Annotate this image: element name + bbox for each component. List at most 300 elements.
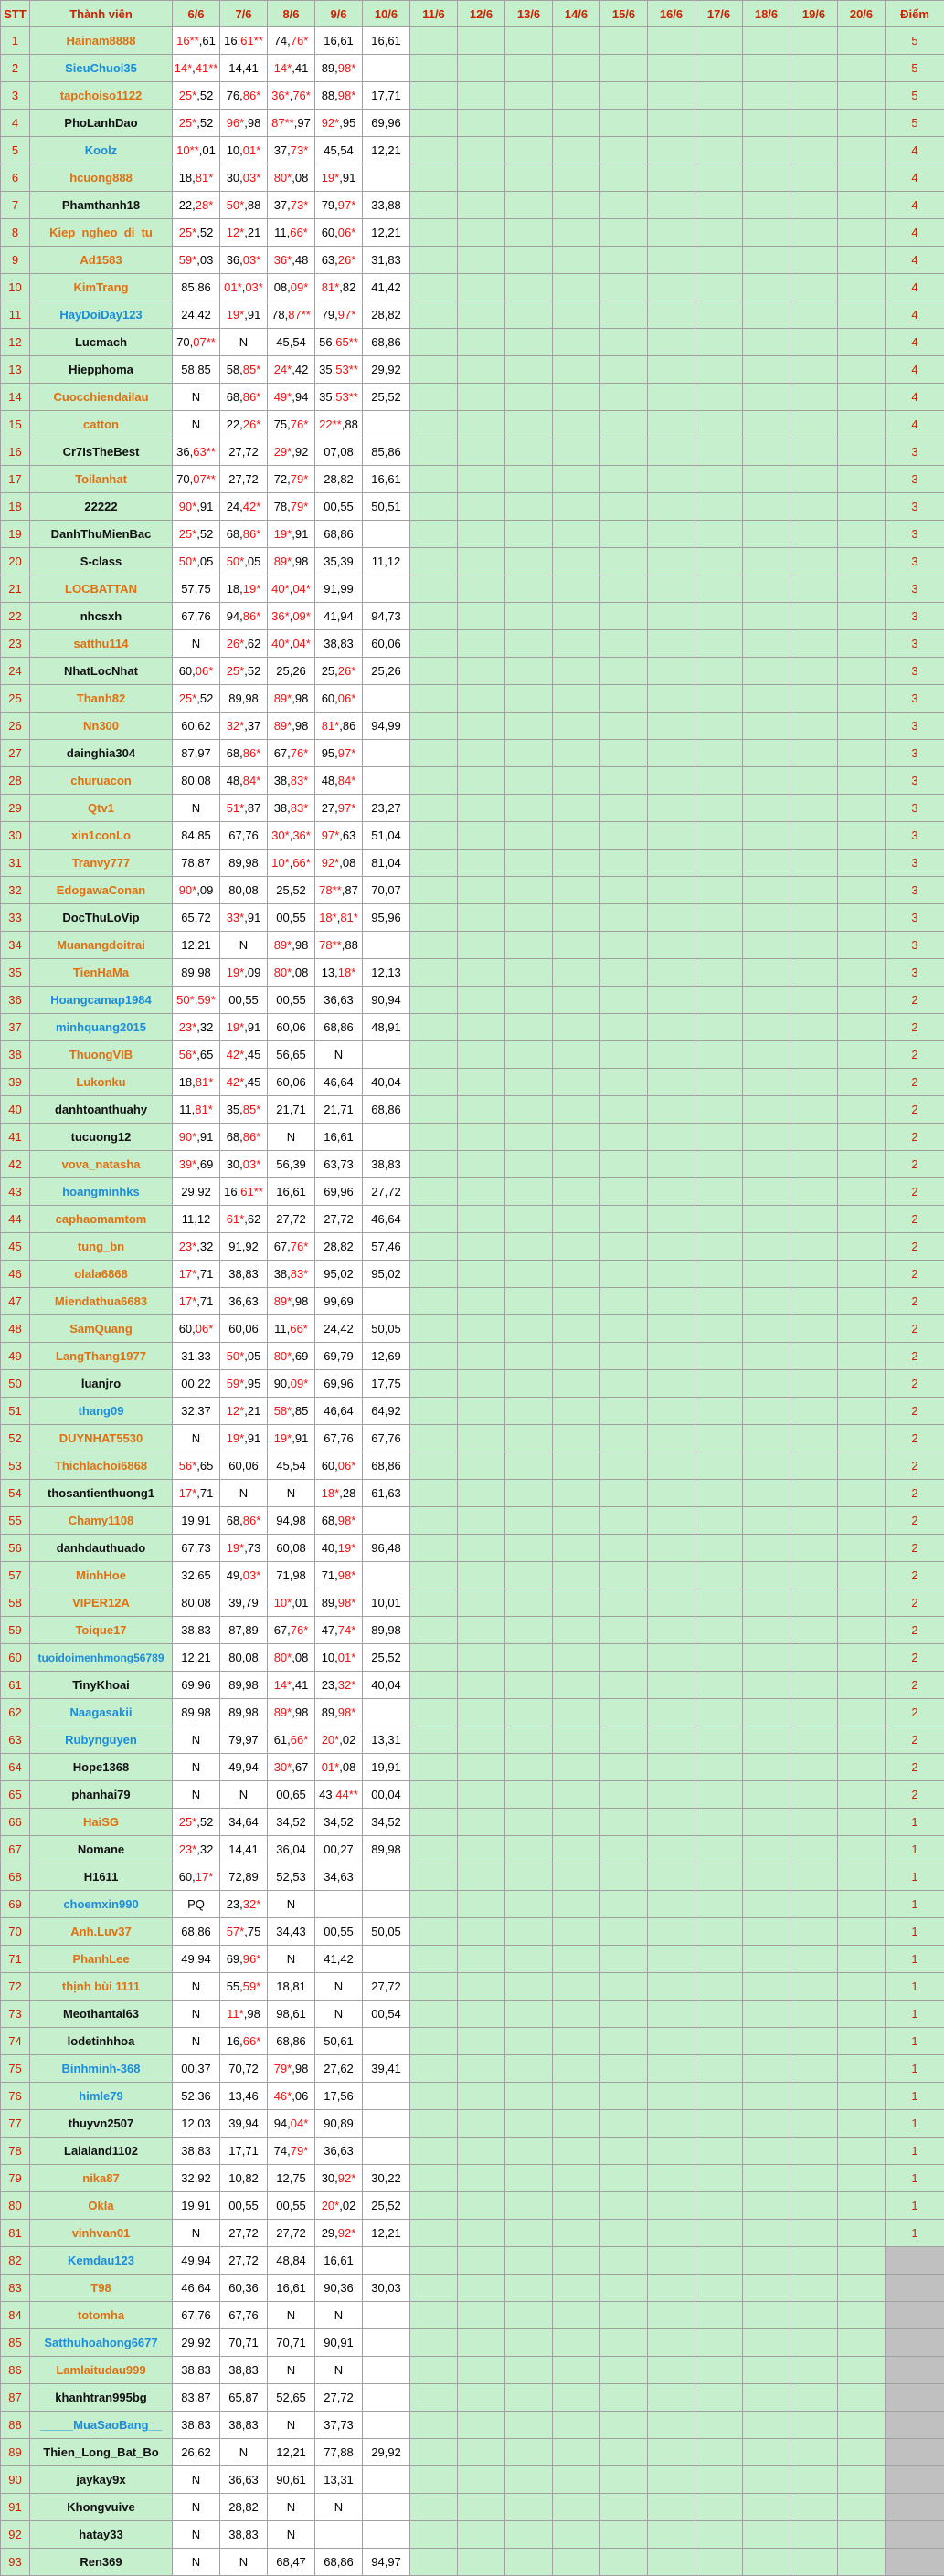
empty-cell <box>553 1480 600 1507</box>
score-cell: 45,54 <box>268 329 315 356</box>
points-cell: 4 <box>886 164 944 192</box>
points-cell: 2 <box>886 1014 944 1041</box>
empty-cell <box>505 1726 553 1754</box>
row-number: 55 <box>1 1507 30 1535</box>
empty-cell <box>505 2439 553 2466</box>
empty-cell <box>553 27 600 55</box>
score-cell: 45,54 <box>268 1452 315 1480</box>
points-cell: 2 <box>886 1562 944 1589</box>
score-cell: 89,98 <box>173 959 220 987</box>
points-cell: 3 <box>886 959 944 987</box>
empty-cell <box>695 2083 743 2110</box>
score-cell: 69,96 <box>363 110 410 137</box>
score-cell: 31,33 <box>173 1343 220 1370</box>
empty-cell <box>838 521 886 548</box>
empty-cell <box>600 1699 648 1726</box>
empty-cell <box>458 2412 505 2439</box>
row-number: 26 <box>1 713 30 740</box>
score-cell: 39,79 <box>220 1589 268 1617</box>
score-cell: 85,86 <box>173 274 220 301</box>
empty-cell <box>410 1891 458 1918</box>
empty-cell <box>505 2494 553 2521</box>
empty-cell <box>458 1589 505 1617</box>
empty-cell <box>648 137 695 164</box>
row-number: 2 <box>1 55 30 82</box>
empty-cell <box>600 164 648 192</box>
score-cell <box>363 2357 410 2384</box>
member-name: HaiSG <box>30 1809 173 1836</box>
empty-cell <box>790 658 838 685</box>
table-row <box>1 1644 944 1672</box>
header-date: 15/6 <box>600 1 648 27</box>
score-cell: 60,06 <box>220 1452 268 1480</box>
empty-cell <box>600 27 648 55</box>
empty-cell <box>838 164 886 192</box>
empty-cell <box>505 1425 553 1452</box>
score-cell: 76,86* <box>220 82 268 110</box>
score-cell: 94,73 <box>363 603 410 630</box>
empty-cell <box>838 1617 886 1644</box>
empty-cell <box>553 1973 600 2001</box>
row-number: 79 <box>1 2165 30 2192</box>
empty-cell <box>600 1178 648 1206</box>
empty-cell <box>600 2412 648 2439</box>
empty-cell <box>838 959 886 987</box>
empty-cell <box>505 1452 553 1480</box>
score-cell: 94,04* <box>268 2110 315 2138</box>
empty-cell <box>838 2001 886 2028</box>
empty-cell <box>410 740 458 767</box>
table-row <box>1 1069 944 1096</box>
member-name: thang09 <box>30 1398 173 1425</box>
empty-cell <box>695 329 743 356</box>
table-row <box>1 1589 944 1617</box>
empty-cell <box>838 713 886 740</box>
empty-cell <box>743 1124 790 1151</box>
header-date: 6/6 <box>173 1 220 27</box>
empty-cell <box>790 1644 838 1672</box>
empty-cell <box>838 1288 886 1315</box>
empty-cell <box>458 1617 505 1644</box>
member-name: Kiep_ngheo_di_tu <box>30 219 173 247</box>
table-row <box>1 82 944 110</box>
score-cell: 68,86 <box>268 2028 315 2055</box>
score-cell: 10*,66* <box>268 850 315 877</box>
empty-cell <box>553 1233 600 1261</box>
score-cell <box>363 767 410 795</box>
empty-cell <box>410 1863 458 1891</box>
row-number: 4 <box>1 110 30 137</box>
score-cell: 22,28* <box>173 192 220 219</box>
empty-cell <box>505 274 553 301</box>
row-number: 51 <box>1 1398 30 1425</box>
row-number: 63 <box>1 1726 30 1754</box>
empty-cell <box>695 1288 743 1315</box>
row-number: 92 <box>1 2521 30 2549</box>
empty-cell <box>553 2247 600 2275</box>
score-cell: 89,98 <box>220 1699 268 1726</box>
table-row <box>1 1288 944 1315</box>
score-cell: 16,61 <box>268 1178 315 1206</box>
empty-cell <box>458 2192 505 2220</box>
empty-cell <box>648 1288 695 1315</box>
empty-cell <box>743 274 790 301</box>
empty-cell <box>553 904 600 932</box>
empty-cell <box>695 55 743 82</box>
score-cell: N <box>268 2302 315 2329</box>
member-name: hcuong888 <box>30 164 173 192</box>
score-cell: 07,08 <box>315 438 363 466</box>
empty-cell <box>695 1973 743 2001</box>
score-cell: 69,96 <box>173 1672 220 1699</box>
empty-cell <box>743 2384 790 2412</box>
score-cell: 80,08 <box>220 877 268 904</box>
score-cell: 68,86 <box>315 521 363 548</box>
score-cell: 90*,91 <box>173 1124 220 1151</box>
empty-cell <box>410 2549 458 2576</box>
score-cell: 52,53 <box>268 1863 315 1891</box>
empty-cell <box>505 1398 553 1425</box>
table-row <box>1 987 944 1014</box>
empty-cell <box>790 1288 838 1315</box>
member-name: Phamthanh18 <box>30 192 173 219</box>
empty-cell <box>505 1589 553 1617</box>
member-name: Kemdau123 <box>30 2247 173 2275</box>
empty-cell <box>790 1425 838 1452</box>
empty-cell <box>553 2329 600 2357</box>
score-cell: 80*,08 <box>268 959 315 987</box>
empty-cell <box>505 384 553 411</box>
score-cell: N <box>220 2439 268 2466</box>
empty-cell <box>743 1891 790 1918</box>
member-name: 22222 <box>30 493 173 521</box>
empty-cell <box>743 1233 790 1261</box>
empty-cell <box>790 438 838 466</box>
score-cell: 36,63 <box>220 1288 268 1315</box>
score-cell <box>363 1288 410 1315</box>
score-cell: 45,54 <box>315 137 363 164</box>
empty-cell <box>695 1809 743 1836</box>
empty-cell <box>458 466 505 493</box>
empty-cell <box>743 740 790 767</box>
empty-cell <box>743 356 790 384</box>
empty-cell <box>648 1261 695 1288</box>
score-cell: 25,26 <box>268 658 315 685</box>
score-cell: 00,54 <box>363 2001 410 2028</box>
empty-cell <box>458 603 505 630</box>
empty-cell <box>553 1452 600 1480</box>
empty-cell <box>790 27 838 55</box>
empty-cell <box>410 1178 458 1206</box>
empty-cell <box>790 521 838 548</box>
member-name: churuacon <box>30 767 173 795</box>
empty-cell <box>458 2165 505 2192</box>
table-row <box>1 740 944 767</box>
empty-cell <box>648 1754 695 1781</box>
score-cell: 89,98 <box>220 1672 268 1699</box>
score-cell: 61,66* <box>268 1726 315 1754</box>
empty-cell <box>790 1809 838 1836</box>
empty-cell <box>600 795 648 822</box>
score-cell: 10,01* <box>315 1644 363 1672</box>
empty-cell <box>410 685 458 713</box>
score-cell: 90*,91 <box>173 493 220 521</box>
score-cell: 98,61 <box>268 2001 315 2028</box>
points-cell <box>886 2384 944 2412</box>
empty-cell <box>410 521 458 548</box>
empty-cell <box>790 2055 838 2083</box>
empty-cell <box>743 438 790 466</box>
empty-cell <box>838 1425 886 1452</box>
empty-cell <box>505 1973 553 2001</box>
empty-cell <box>695 411 743 438</box>
row-number: 42 <box>1 1151 30 1178</box>
member-name: luanjro <box>30 1370 173 1398</box>
empty-cell <box>648 795 695 822</box>
empty-cell <box>695 1343 743 1370</box>
empty-cell <box>458 1480 505 1507</box>
table-row <box>1 2549 944 2576</box>
empty-cell <box>743 1918 790 1946</box>
score-cell: 00,55 <box>268 904 315 932</box>
empty-cell <box>648 1836 695 1863</box>
points-cell: 2 <box>886 1124 944 1151</box>
score-cell: 40,04 <box>363 1069 410 1096</box>
empty-cell <box>553 1918 600 1946</box>
empty-cell <box>600 1617 648 1644</box>
row-number: 16 <box>1 438 30 466</box>
score-cell <box>363 2110 410 2138</box>
empty-cell <box>458 1699 505 1726</box>
empty-cell <box>695 466 743 493</box>
score-cell: 30,03 <box>363 2275 410 2302</box>
score-cell: 12,69 <box>363 1343 410 1370</box>
empty-cell <box>743 822 790 850</box>
empty-cell <box>743 2549 790 2576</box>
empty-cell <box>505 329 553 356</box>
empty-cell <box>790 2083 838 2110</box>
table-row <box>1 822 944 850</box>
points-cell: 3 <box>886 493 944 521</box>
empty-cell <box>648 1178 695 1206</box>
empty-cell <box>790 247 838 274</box>
score-cell: 30,22 <box>363 2165 410 2192</box>
points-cell: 2 <box>886 1069 944 1096</box>
table-row <box>1 2001 944 2028</box>
empty-cell <box>743 27 790 55</box>
empty-cell <box>648 1124 695 1151</box>
score-cell <box>363 1946 410 1973</box>
row-number: 31 <box>1 850 30 877</box>
empty-cell <box>790 987 838 1014</box>
empty-cell <box>505 1041 553 1069</box>
score-cell: 27,72 <box>363 1178 410 1206</box>
score-cell: 40*,04* <box>268 630 315 658</box>
points-cell: 2 <box>886 1151 944 1178</box>
empty-cell <box>648 329 695 356</box>
score-cell: N <box>173 411 220 438</box>
header-stt: STT <box>1 1 30 27</box>
score-cell: 78,79* <box>268 493 315 521</box>
score-cell: 19*,09 <box>220 959 268 987</box>
empty-cell <box>743 795 790 822</box>
score-cell: N <box>315 2357 363 2384</box>
empty-cell <box>410 1124 458 1151</box>
empty-cell <box>553 1562 600 1589</box>
empty-cell <box>458 1398 505 1425</box>
row-number: 14 <box>1 384 30 411</box>
empty-cell <box>458 2329 505 2357</box>
empty-cell <box>790 795 838 822</box>
empty-cell <box>410 55 458 82</box>
score-cell: 94,99 <box>363 713 410 740</box>
empty-cell <box>743 384 790 411</box>
score-cell: 87**,97 <box>268 110 315 137</box>
empty-cell <box>790 767 838 795</box>
empty-cell <box>600 987 648 1014</box>
empty-cell <box>838 1699 886 1726</box>
empty-cell <box>695 1398 743 1425</box>
score-cell: 19*,91 <box>315 164 363 192</box>
score-cell: 95,02 <box>363 1261 410 1288</box>
score-cell: 60,06* <box>173 1315 220 1343</box>
empty-cell <box>648 2329 695 2357</box>
score-cell: 18,81 <box>268 1973 315 2001</box>
score-cell: 12,21 <box>268 2439 315 2466</box>
empty-cell <box>553 795 600 822</box>
empty-cell <box>553 247 600 274</box>
empty-cell <box>648 1370 695 1398</box>
empty-cell <box>648 164 695 192</box>
header-date: 8/6 <box>268 1 315 27</box>
empty-cell <box>600 1206 648 1233</box>
empty-cell <box>458 2028 505 2055</box>
empty-cell <box>600 1507 648 1535</box>
score-cell: 57,46 <box>363 1233 410 1261</box>
score-cell: 30,03* <box>220 164 268 192</box>
empty-cell <box>458 164 505 192</box>
score-cell: 50*,59* <box>173 987 220 1014</box>
empty-cell <box>648 767 695 795</box>
empty-cell <box>838 27 886 55</box>
score-cell: 27,72 <box>220 438 268 466</box>
empty-cell <box>695 1589 743 1617</box>
score-cell: 49,94 <box>220 1754 268 1781</box>
table-row <box>1 1178 944 1206</box>
member-name: totomha <box>30 2302 173 2329</box>
row-number: 87 <box>1 2384 30 2412</box>
empty-cell <box>790 329 838 356</box>
score-cell: 94,97 <box>363 2549 410 2576</box>
score-cell: 63,73 <box>315 1151 363 1178</box>
score-cell: 24,42 <box>173 301 220 329</box>
member-name: Satthuhoahong6677 <box>30 2329 173 2357</box>
empty-cell <box>648 904 695 932</box>
points-cell: 2 <box>886 1726 944 1754</box>
score-cell: 78**,87 <box>315 877 363 904</box>
table-row <box>1 411 944 438</box>
score-cell: 12*,21 <box>220 1398 268 1425</box>
empty-cell <box>838 987 886 1014</box>
empty-cell <box>743 1699 790 1726</box>
score-cell: 10,01 <box>363 1589 410 1617</box>
empty-cell <box>410 767 458 795</box>
score-cell: 14*,41 <box>268 55 315 82</box>
empty-cell <box>790 1069 838 1096</box>
empty-cell <box>648 1206 695 1233</box>
score-cell: 36,04 <box>268 1836 315 1863</box>
score-cell: N <box>173 1754 220 1781</box>
empty-cell <box>648 2357 695 2384</box>
empty-cell <box>600 1836 648 1863</box>
empty-cell <box>410 384 458 411</box>
empty-cell <box>458 2083 505 2110</box>
points-cell: 3 <box>886 850 944 877</box>
member-name: choemxin990 <box>30 1891 173 1918</box>
score-cell: 70,07 <box>363 877 410 904</box>
empty-cell <box>648 713 695 740</box>
empty-cell <box>695 2247 743 2275</box>
empty-cell <box>553 2001 600 2028</box>
empty-cell <box>505 2001 553 2028</box>
score-cell: 87,89 <box>220 1617 268 1644</box>
score-cell: 81*,82 <box>315 274 363 301</box>
empty-cell <box>838 1863 886 1891</box>
empty-cell <box>695 932 743 959</box>
member-name: Anh.Luv37 <box>30 1918 173 1946</box>
empty-cell <box>505 1343 553 1370</box>
empty-cell <box>648 2412 695 2439</box>
empty-cell <box>410 877 458 904</box>
score-cell: 27,72 <box>220 2220 268 2247</box>
empty-cell <box>695 2001 743 2028</box>
row-number: 59 <box>1 1617 30 1644</box>
score-cell: 11,66* <box>268 219 315 247</box>
empty-cell <box>600 137 648 164</box>
score-cell: 18,81* <box>173 164 220 192</box>
score-cell: 78,87 <box>173 850 220 877</box>
score-cell <box>363 932 410 959</box>
empty-cell <box>838 2220 886 2247</box>
empty-cell <box>838 1124 886 1151</box>
table-row <box>1 2083 944 2110</box>
score-cell: 48,84* <box>315 767 363 795</box>
empty-cell <box>600 1343 648 1370</box>
score-cell: N <box>173 2220 220 2247</box>
empty-cell <box>648 1535 695 1562</box>
empty-cell <box>553 55 600 82</box>
empty-cell <box>600 767 648 795</box>
empty-cell <box>600 219 648 247</box>
empty-cell <box>838 1151 886 1178</box>
empty-cell <box>553 1370 600 1398</box>
empty-cell <box>600 1973 648 2001</box>
score-cell: 37,73 <box>315 2412 363 2439</box>
empty-cell <box>410 2329 458 2357</box>
empty-cell <box>695 548 743 575</box>
empty-cell <box>410 1781 458 1809</box>
empty-cell <box>410 1836 458 1863</box>
empty-cell <box>410 1507 458 1535</box>
member-name: Chamy1108 <box>30 1507 173 1535</box>
empty-cell <box>505 1096 553 1124</box>
empty-cell <box>410 1946 458 1973</box>
empty-cell <box>838 356 886 384</box>
score-cell: 90,61 <box>268 2466 315 2494</box>
empty-cell <box>458 274 505 301</box>
empty-cell <box>553 356 600 384</box>
score-cell: 50,51 <box>363 493 410 521</box>
